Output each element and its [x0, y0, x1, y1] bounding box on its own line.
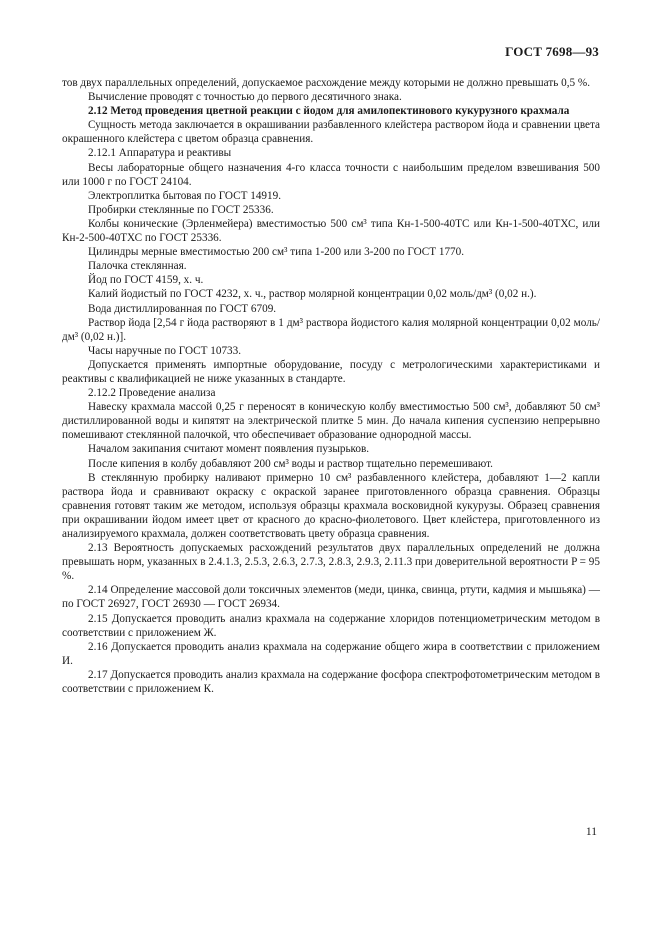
subsection-heading: 2.12.2 Проведение анализа — [88, 387, 216, 400]
paragraph: Весы лабораторные общего назначения 4-го класса точности с наибольшим пределом взвешивания 500 или 1000 г по ГОСТ 24104. — [62, 161, 600, 188]
paragraph: Йод по ГОСТ 4159, х. ч. — [88, 274, 204, 287]
paragraph: 2.15 Допускается проводить анализ крахмала на содержание хлоридов потенциометрическим методом в соответствии с приложением Ж. — [62, 612, 600, 639]
document-body — [62, 76, 600, 696]
paragraph: Началом закипания считают момент появления пузырьков. — [88, 443, 370, 456]
paragraph: 2.14 Определение массовой доли токсичных элементов (меди, цинка, свинца, ртути, кадмия и мышьяка) — по ГОСТ 26927, ГОСТ 26930 — ГОСТ 26934. — [62, 584, 600, 611]
page-number: 11 — [585, 826, 597, 838]
section-heading: 2.12 Метод проведения цветной реакции с йодом для амилопектинового кукурузного крахмала — [88, 105, 570, 118]
paragraph: 2.17 Допускается проводить анализ крахмала на содержание фосфора спектрофотометрическим методом в соответствии с приложением К. — [62, 668, 600, 696]
paragraph: тов двух параллельных определений, допускаемое расхождение между которыми не должно превышать 0,5 %. — [62, 77, 591, 89]
page-header-doc-code: ГОСТ 7698—93 — [505, 44, 599, 59]
paragraph: 2.13 Вероятность допускаемых расхождений результатов двух параллельных определений не должна превышать норм, указанных в 2.4.1.3, 2.5.3, 2.6.3, 2.7.3, 2.8.3, 2.9.3, 2.11.3 при доверительной вероятности P = 95 %. — [62, 542, 600, 583]
paragraph: Вода дистиллированная по ГОСТ 6709. — [88, 302, 277, 315]
paragraph: В стеклянную пробирку наливают примерно 10 см³ разбавленного клейстера, добавляют 1—2 капли раствора йода и сравнивают окраску с окраской заранее приготовленного образца сравнения. Образцы сравнения готовят таким же методом, используя образцы крахмала восковидной кукурузы. Образец сравнения при окрашивании йодом имеет цвет от красного до красно-фиолетового. Цвет клейстера, приготовленного из анализируемого крахмала, должен соответствовать цвету образца сравнения. — [62, 471, 600, 540]
paragraph: 2.16 Допускается проводить анализ крахмала на содержание общего жира в соответствии с приложением И. — [62, 640, 600, 667]
paragraph: После кипения в колбу добавляют 200 см³ воды и раствор тщательно перемешивают. — [88, 457, 493, 470]
paragraph: Электроплитка бытовая по ГОСТ 14919. — [88, 189, 281, 202]
paragraph: Палочка стеклянная. — [88, 260, 187, 273]
paragraph: Сущность метода заключается в окрашивании разбавленного клейстера раствором йода и сравнении цвета окрашенного клейстера с цветом образца сравнения. — [62, 119, 600, 146]
paragraph: Цилиндры мерные вместимостью 200 см³ типа 1-200 или 3-200 по ГОСТ 1770. — [88, 246, 465, 259]
paragraph: Раствор йода [2,54 г йода растворяют в 1 дм³ раствора йодистого калия молярной концентрации 0,02 моль/дм³ (0,02 н.)]. — [62, 316, 600, 343]
paragraph: Калий йодистый по ГОСТ 4232, х. ч., раствор молярной концентрации 0,02 моль/дм³ (0,02 н.). — [88, 288, 537, 301]
paragraph: Вычисление проводят с точностью до первого десятичного знака. — [88, 91, 402, 104]
subsection-heading: 2.12.1 Аппаратура и реактивы — [88, 147, 232, 160]
paragraph: Часы наручные по ГОСТ 10733. — [88, 344, 242, 357]
paragraph: Пробирки стеклянные по ГОСТ 25336. — [88, 203, 274, 216]
paragraph: Колбы конические (Эрленмейера) вместимостью 500 см³ типа Кн-1-500-40ТС или Кн-1-500-40ТХС, или Кн-2-500-40ТХС по ГОСТ 25336. — [62, 217, 600, 245]
paragraph: Навеску крахмала массой 0,25 г переносят в коническую колбу вместимостью 500 см³, добавляют 50 см³ дистиллированной воды и кипятят на электрической плитке 5 мин. До начала кипения суспензию непрерывно помешивают стеклянной палочкой, что обеспечивает образование однородной массы. — [62, 401, 600, 442]
paragraph: Допускается применять импортные оборудование, посуду с метрологическими характеристиками и реактивы с квалификацией не ниже указанных в стандарте. — [62, 358, 600, 385]
